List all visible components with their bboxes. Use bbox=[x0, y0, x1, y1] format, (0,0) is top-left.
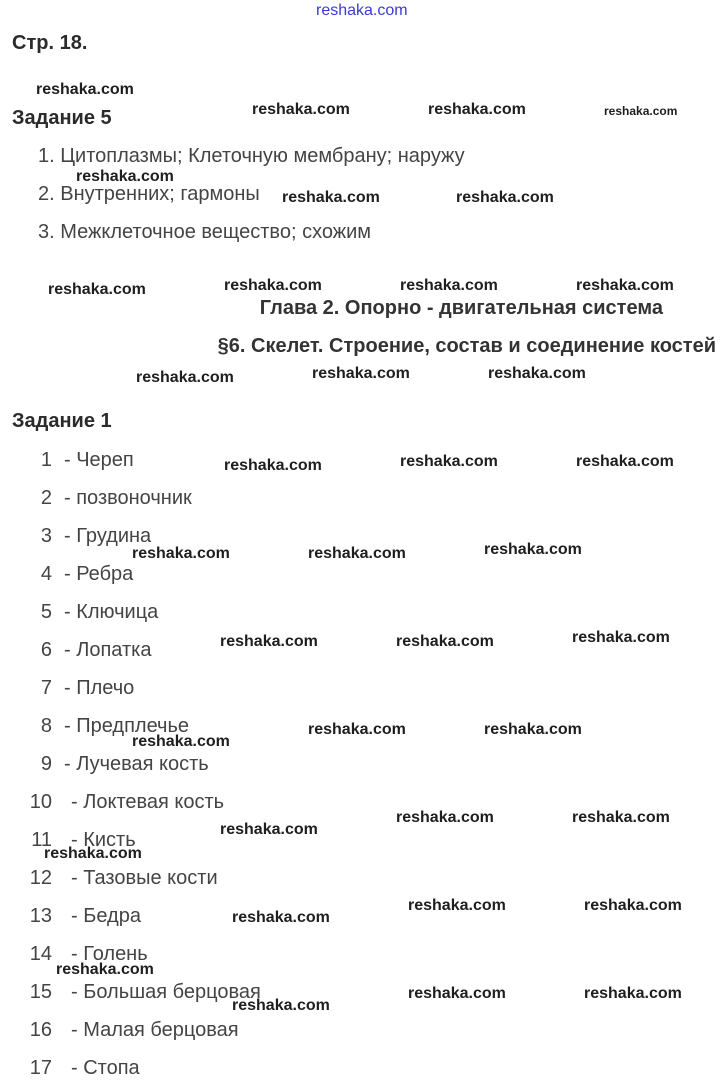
watermark-text: reshaka.com bbox=[408, 897, 506, 914]
watermark-text: reshaka.com bbox=[572, 629, 670, 646]
watermark-text: reshaka.com bbox=[604, 104, 678, 118]
watermark-text: reshaka.com bbox=[282, 189, 380, 206]
page-label: Стр. 18. bbox=[12, 32, 88, 54]
watermark-text: reshaka.com bbox=[456, 189, 554, 206]
list-item-label: - Предплечье bbox=[64, 715, 189, 737]
watermark-text: reshaka.com bbox=[308, 545, 406, 562]
watermark-text: reshaka.com bbox=[232, 997, 330, 1014]
watermark-text: reshaka.com bbox=[400, 277, 498, 294]
watermark-text: reshaka.com bbox=[48, 281, 146, 298]
list-item-number: 5 bbox=[40, 601, 52, 623]
watermark-text: reshaka.com bbox=[252, 101, 350, 118]
list-item-number: 8 bbox=[40, 715, 52, 737]
list-item-label: - Голень bbox=[71, 943, 148, 965]
watermark-text: reshaka.com bbox=[488, 365, 586, 382]
list-item-label: - Лопатка bbox=[64, 639, 152, 661]
list-item-number: 10 bbox=[29, 791, 52, 813]
watermark-text: reshaka.com bbox=[224, 457, 322, 474]
watermark-text: reshaka.com bbox=[36, 81, 134, 98]
watermark-text: reshaka.com bbox=[44, 845, 142, 862]
watermark-text: reshaka.com bbox=[220, 821, 318, 838]
list-item-label: - позвоночник bbox=[64, 487, 192, 509]
list-item-label: - Череп bbox=[64, 449, 134, 471]
list-item-number: 16 bbox=[29, 1019, 52, 1041]
task5-heading: Задание 5 bbox=[12, 107, 112, 129]
list-item-label: - Локтевая кость bbox=[71, 791, 225, 813]
watermark-text: reshaka.com bbox=[396, 809, 494, 826]
watermark-text: reshaka.com bbox=[132, 545, 230, 562]
watermark-text: reshaka.com bbox=[400, 453, 498, 470]
list-item-number: 14 bbox=[29, 943, 52, 965]
list-item-label: - Тазовые кости bbox=[71, 867, 218, 889]
task5-item-2: 2. Внутренних; гармоны bbox=[38, 183, 260, 205]
watermark-text: reshaka.com bbox=[76, 168, 174, 185]
list-item-number: 9 bbox=[40, 753, 52, 775]
list-item-number: 11 bbox=[31, 829, 52, 851]
watermark-text: reshaka.com bbox=[308, 721, 406, 738]
watermark-text: reshaka.com bbox=[132, 733, 230, 750]
watermark-text: reshaka.com bbox=[484, 541, 582, 558]
list-item-number: 3 bbox=[40, 525, 52, 547]
list-item-label: - Стопа bbox=[71, 1057, 140, 1079]
chapter-title: Глава 2. Опорно - двигательная система bbox=[259, 297, 663, 319]
task5-item-1: 1. Цитоплазмы; Клеточную мембрану; наружу bbox=[38, 145, 465, 167]
section-title: §6. Скелет. Строение, состав и соединение костей bbox=[217, 335, 716, 357]
list-item-number: 17 bbox=[29, 1057, 52, 1079]
list-item-number: 2 bbox=[40, 487, 52, 509]
watermark-text: reshaka.com bbox=[576, 277, 674, 294]
list-item-label: - Бедра bbox=[71, 905, 141, 927]
watermark-text: reshaka.com bbox=[56, 961, 154, 978]
watermark-text: reshaka.com bbox=[576, 453, 674, 470]
watermark-text: reshaka.com bbox=[220, 633, 318, 650]
header-site-link[interactable]: reshaka.com bbox=[316, 2, 408, 19]
list-item-label: - Грудина bbox=[64, 525, 152, 547]
list-item-label: - Кисть bbox=[71, 829, 136, 851]
watermark-text: reshaka.com bbox=[584, 897, 682, 914]
list-item-label: - Плечо bbox=[64, 677, 135, 699]
watermark-text: reshaka.com bbox=[484, 721, 582, 738]
watermark-text: reshaka.com bbox=[572, 809, 670, 826]
task1-heading: Задание 1 bbox=[12, 410, 112, 432]
list-item-number: 12 bbox=[29, 867, 52, 889]
list-item-label: - Ключица bbox=[64, 601, 159, 623]
watermark-text: reshaka.com bbox=[136, 369, 234, 386]
list-item-number: 15 bbox=[29, 981, 52, 1003]
watermark-text: reshaka.com bbox=[224, 277, 322, 294]
watermark-text: reshaka.com bbox=[312, 365, 410, 382]
list-item-label: - Лучевая кость bbox=[64, 753, 209, 775]
list-item-number: 4 bbox=[40, 563, 52, 585]
watermark-text: reshaka.com bbox=[396, 633, 494, 650]
list-item-label: - Большая берцовая bbox=[71, 981, 261, 1003]
list-item-number: 1 bbox=[40, 449, 52, 471]
watermark-text: reshaka.com bbox=[584, 985, 682, 1002]
list-item-label: - Ребра bbox=[64, 563, 134, 585]
list-item-number: 6 bbox=[40, 639, 52, 661]
watermark-text: reshaka.com bbox=[408, 985, 506, 1002]
task5-item-3: 3. Межклеточное вещество; схожим bbox=[38, 221, 372, 243]
list-item-number: 13 bbox=[29, 905, 52, 927]
list-item-label: - Малая берцовая bbox=[71, 1019, 239, 1041]
watermark-text: reshaka.com bbox=[232, 909, 330, 926]
list-item-number: 7 bbox=[40, 677, 52, 699]
watermark-text: reshaka.com bbox=[428, 101, 526, 118]
